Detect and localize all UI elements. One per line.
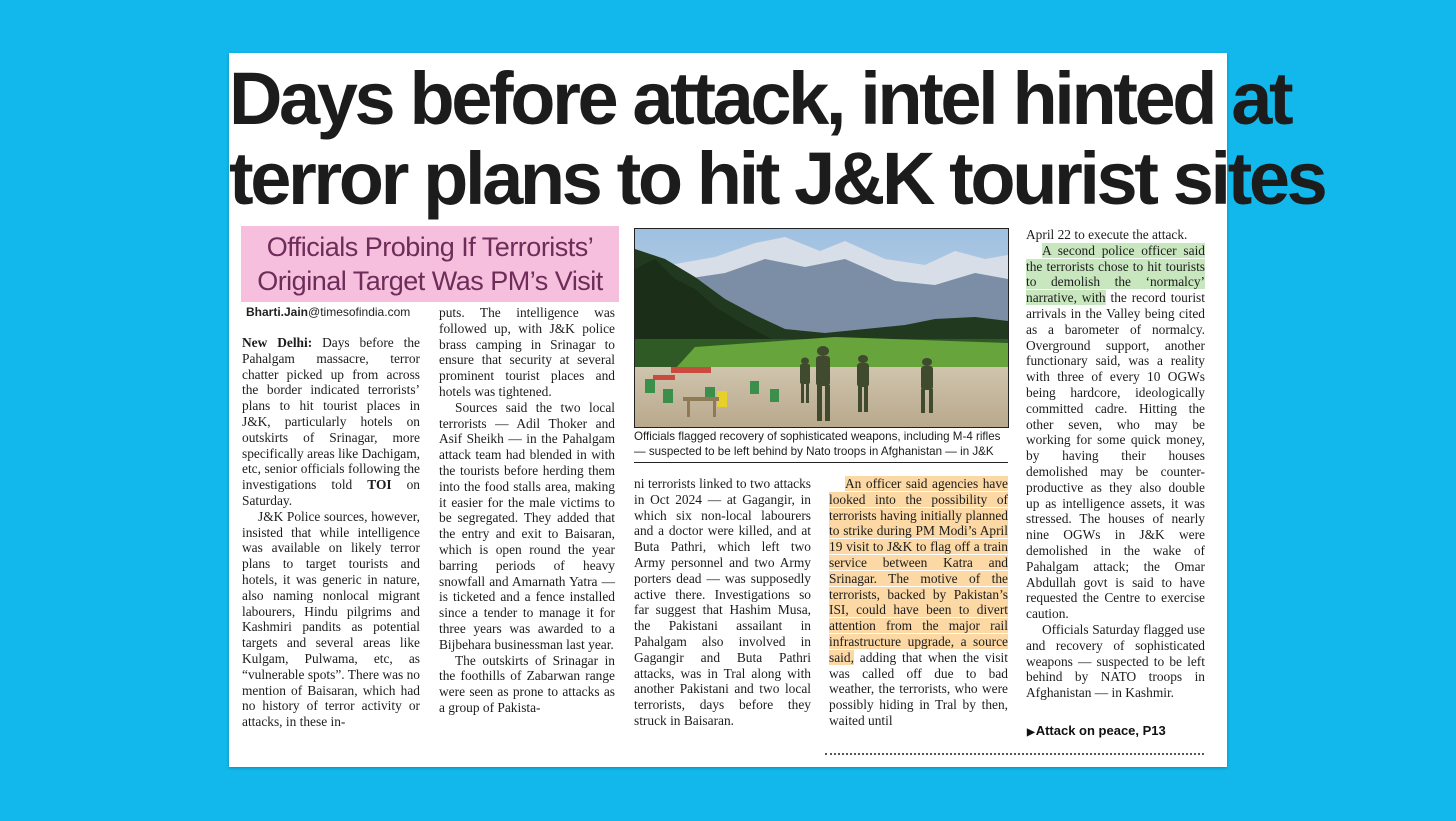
continued-teaser bbox=[1027, 723, 1166, 738]
photo-caption bbox=[634, 429, 1008, 463]
article-column-1 bbox=[242, 335, 420, 745]
paragraph: April 22 to execute the attack. bbox=[1026, 227, 1188, 242]
news-photo bbox=[634, 228, 1009, 428]
article-column-5 bbox=[1026, 227, 1205, 701]
byline bbox=[246, 305, 410, 319]
newspaper-clipping bbox=[229, 53, 1325, 767]
headline-line-1: Days before attack, intel hinted at bbox=[229, 57, 1291, 140]
paragraph: ni terrorists linked to two attacks in Oct 2024 — at Gagangir, in which six non-local labourers and a doctor were killed, and at Buta Pathri, which left two Army personnel and two Army porters dead — was supposedly active there. Investigations so far suggest that Hashim Musa, the Pakistani assailant in Pahalgam also involved in Gagangir and Buta Pathri attacks, was in Tral along with another Pakistani and two local terrorists, days before they struck in Baisaran. bbox=[634, 476, 811, 728]
paragraph: Officials Saturday flagged use and recovery of sophisticated weapons — suspected to be left behind by NATO troops in Afghanistan — in Kashmir. bbox=[1026, 621, 1205, 701]
byline-email: @timesofindia.com bbox=[308, 305, 411, 319]
paragraph-text: Days before the Pahalgam massacre, terror chatter picked up from across the border indicated terrorists’ plans to hit tourist places in J&K, particularly hotels on outskirts of Srinagar, more specifically areas like Dachigam, etc, senior officials following the investigations told bbox=[242, 335, 421, 493]
toi-mention: TOI bbox=[367, 477, 392, 493]
caption-line-2: — suspected to be left behind by Nato troops in Afghanistan — in J&K bbox=[634, 445, 994, 458]
dotted-divider bbox=[825, 753, 1204, 755]
paragraph: J&K Police sources, however, insisted that while intelligence was available on likely terror plans to target tourists and hotels, it was generic in nature, also naming nonlocal migrant labourers, Hindu pilgrims and Kashmiri pandits as potential targets and several areas like Kulgam, Pulwama, etc, as “vulnerable spots”. There was no mention of Baisaran, which had no history of terror activity or attacks, in these in- bbox=[242, 508, 420, 730]
article-column-3 bbox=[634, 476, 811, 746]
paragraph: puts. The intelligence was followed up, with J&K police brass camping in Srinagar to ensure that security at several prominent tourist places and hotels was tightened. bbox=[439, 305, 615, 399]
mountain-soldiers-photo bbox=[635, 229, 1008, 427]
subheadline-line-1: Officials Probing If Terrorists’ bbox=[266, 232, 594, 262]
paragraph: The outskirts of Srinagar in the foothills of Zabarwan range were seen as prone to attacks as a group of Pakista- bbox=[439, 652, 615, 715]
article-column-2 bbox=[439, 305, 615, 745]
play-arrow-icon: ▶ bbox=[1027, 727, 1035, 738]
subheadline-line-2: Original Target Was PM’s Visit bbox=[257, 266, 603, 296]
paragraph bbox=[242, 335, 420, 509]
paragraph: Sources said the two local terrorists — Adil Thoker and Asif Sheikh — in the Pahalgam attack team had blended in with the tourists before herding them into the food stalls area, making it easier for the male victims to be segregated. They added that the entry and exit to Baisaran, which is open round the year barring periods of heavy snowfall and Amarnath Yatra — is ticketed and a fence installed since a tender to manage it for three years was awarded to a Bijbehara businessman last year. bbox=[439, 399, 615, 652]
paragraph bbox=[1026, 243, 1205, 622]
subheadline bbox=[241, 226, 619, 302]
highlighted-text: A second police officer said the terrorists chose to hit tourists to demolish the ‘normalcy’ narrative, with bbox=[1026, 242, 1205, 306]
headline-line-2: terror plans to hit J&K tourist sites bbox=[229, 137, 1325, 220]
paragraph bbox=[829, 476, 1008, 729]
headline bbox=[229, 57, 1325, 220]
byline-name: Bharti.Jain bbox=[246, 305, 309, 319]
paragraph-text: on Saturday. bbox=[242, 477, 420, 508]
highlighted-text: An officer said agencies have looked into the possibility of terrorists having initially planned to strike during PM Modi’s April 19 visit to J&K to flag off a train service between Katra and Srinagar. The motive of the terrorists, backed by Pakistan’s ISI, could have been to divert attention from the major rail infrastructure upgrade, a source said, bbox=[829, 476, 1008, 665]
teaser-text: Attack on peace, P13 bbox=[1035, 723, 1166, 738]
paragraph-text: the record tourist arrivals in the Valley being cited as a barometer of normalcy. Overground support, another functionary said, was a reality with three of every 10 OGWs being hardcore, ideologically committed cadre. Hitting the other seven, who may be working for some quick money, by having their houses demolished may be counter-productive as they also double up as intelligence assets, it was stressed. The houses of nearly nine OGWs in J&K were demolished in the wake of Pahalgam attack; the Omar Abdullah govt is said to have requested the Centre to exercise caution. bbox=[1026, 290, 1205, 622]
article-column-4 bbox=[829, 476, 1008, 746]
caption-line-1: Officials flagged recovery of sophisticated weapons, including M-4 rifles bbox=[634, 430, 1001, 443]
dateline: New Delhi: bbox=[242, 335, 313, 350]
paragraph-text: adding that when the visit was called off due to bad weather, the terrorists, who were possibly hiding in Tral by then, waited until bbox=[829, 649, 1008, 728]
